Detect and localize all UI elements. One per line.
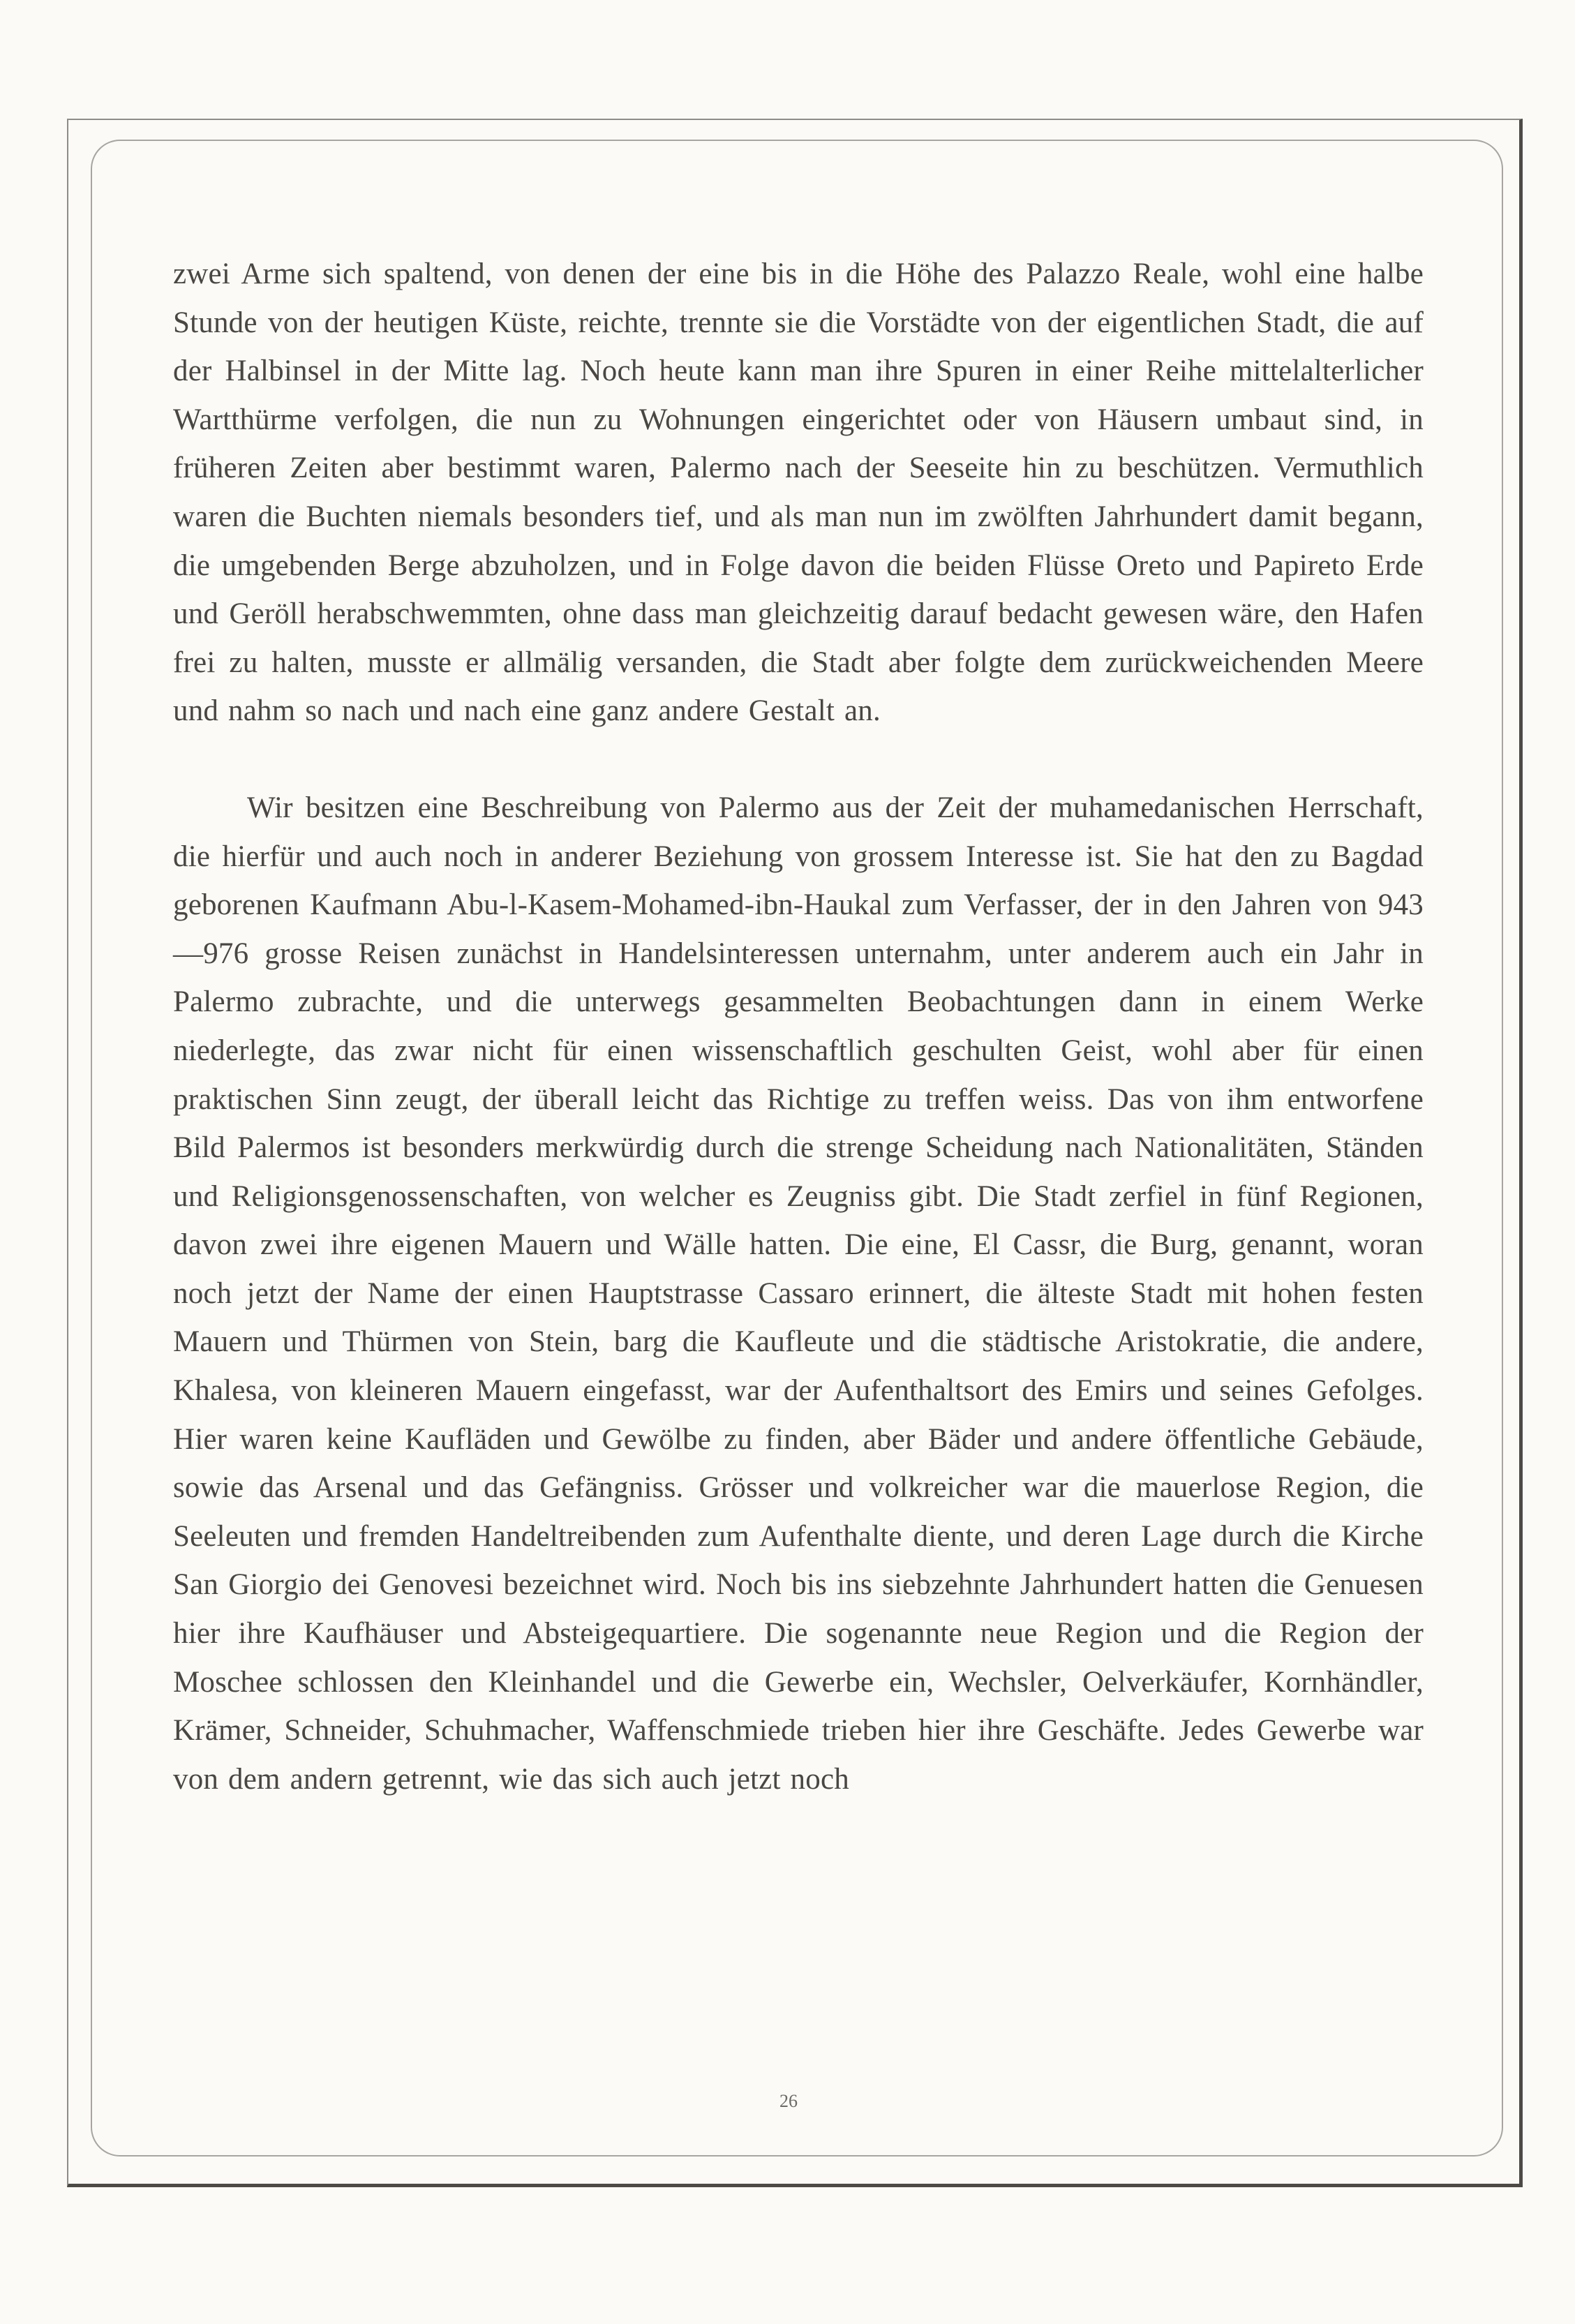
page-number: 26 — [779, 2091, 798, 2111]
paragraph-description-palermo: Wir besitzen eine Beschreibung von Palermo aus der Zeit der muhamedanischen Herrschaft, die hierfür und auch noch in anderer Beziehung von grossem Interesse ist. Sie hat den zu Bagdad geborenen Kaufmann Abu-l-Kasem-Mohamed-ibn-Haukal zum Verfasser, der in den Jahren von 943—976 grosse Reisen zunächst in Handelsinteressen unternahm, unter anderem auch ein Jahr in Palermo zubrachte, und die unterwegs gesammelten Beobachtungen dann in einem Werke niederlegte, das zwar nicht für einen wissenschaftlich geschulten Geist, wohl aber für einen praktischen Sinn zeugt, der überall leicht das Richtige zu treffen weiss. Das von ihm entworfene Bild Palermos ist besonders merkwürdig durch die strenge Scheidung nach Nationalitäten, Ständen und Religionsgenossenschaften, von welcher es Zeugniss gibt. Die Stadt zerfiel in fünf Regionen, davon zwei ihre eigenen Mauern und Wälle hatten. Die eine, El Cassr, die Burg, genannt, woran noch jetzt der Name der einen Hauptstrasse Cassaro erinnert, die älteste Stadt mit hohen festen Mauern und Thürmen von Stein, barg die Kaufleute und die städtische Aristokratie, die andere, Khalesa, von kleineren Mauern eingefasst, war der Aufenthaltsort des Emirs und seines Gefolges. Hier waren keine Kaufläden und Gewölbe zu finden, aber Bäder und andere öffentliche Gebäude, sowie das Arsenal und das Gefängniss. Grösser und volkreicher war die mauerlose Region, die Seeleuten und fremden Handeltreibenden zum Aufenthalte diente, und deren Lage durch die Kirche San Giorgio dei Genovesi bezeichnet wird. Noch bis ins siebzehnte Jahrhundert hatten die Genuesen hier ihre Kaufhäuser und Absteigequartiere. Die sogenannte neue Region und die Region der Moschee schlossen den Kleinhandel und die Gewerbe ein, Wechsler, Oelverkäufer, Kornhändler, Krämer, Schneider, Schuhmacher, Waffenschmiede trieben hier ihre Geschäfte. Jedes Gewerbe war von dem andern getrennt, wie das sich auch jetzt noch — [173, 791, 1424, 1796]
body-text — [173, 250, 1424, 1803]
paragraph-continuation: zwei Arme sich spaltend, von denen der eine bis in die Höhe des Palazzo Reale, wohl eine halbe Stunde von der heutigen Küste, reichte, trennte sie die Vorstädte von der eigentlichen Stadt, die auf der Halbinsel in der Mitte lag. Noch heute kann man ihre Spuren in einer Reihe mittelalterlicher Wartthürme verfolgen, die nun zu Wohnungen eingerichtet oder von Häusern umbaut sind, in früheren Zeiten aber bestimmt waren, Palermo nach der Seeseite hin zu beschützen. Vermuthlich waren die Buchten niemals besonders tief, und als man nun im zwölften Jahrhundert damit begann, die umgebenden Berge abzuholzen, und in Folge davon die beiden Flüsse Oreto und Papireto Erde und Geröll herabschwemmten, ohne dass man gleichzeitig darauf bedacht gewesen wäre, den Hafen frei zu halten, musste er allmälig versanden, die Stadt aber folgte dem zurückweichenden Meere und nahm so nach und nach eine ganz andere Gestalt an. — [173, 258, 1424, 728]
